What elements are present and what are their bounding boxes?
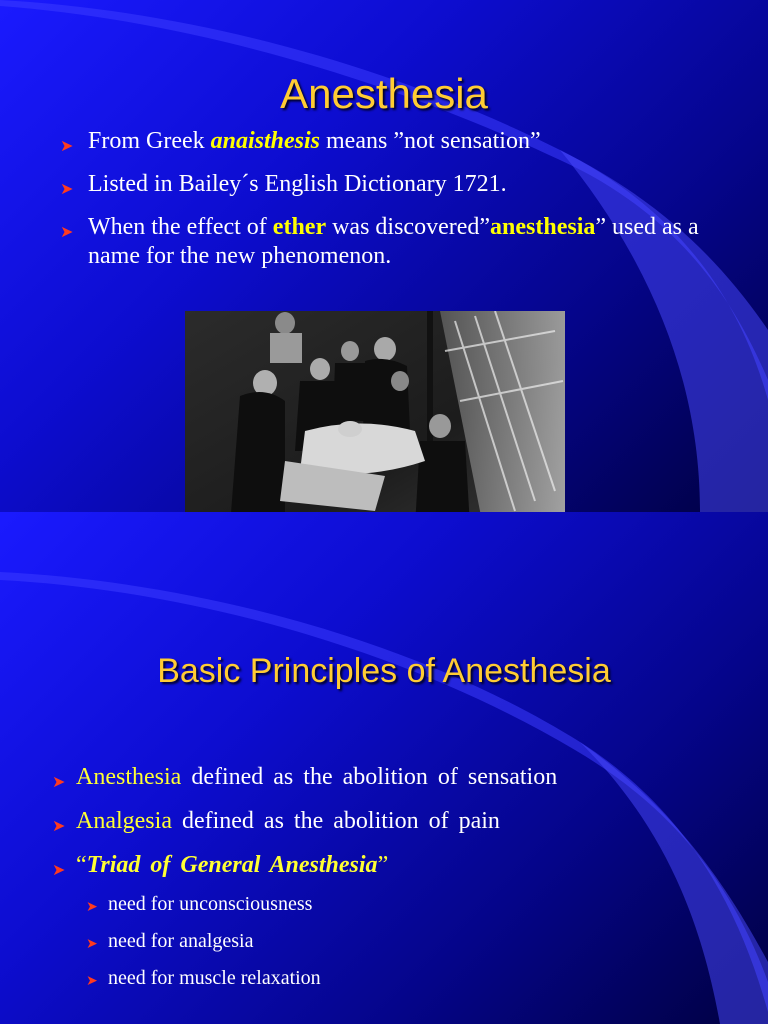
arrow-bullet-icon: ➤ [86,974,98,989]
list-item [52,762,752,792]
sub-list-item [86,929,768,953]
list-item [52,850,752,880]
sub-bullet-list [86,892,768,1003]
bullet-list [60,127,750,285]
list-item [60,170,750,199]
list-item [60,213,750,271]
list-item [52,806,752,836]
sub-bullet-text: need for analgesia [108,930,254,952]
bullet-text: From Greek [88,128,211,154]
slide-title: Anesthesia [280,70,488,117]
historical-surgery-photo [185,311,565,536]
term-anesthesia: Anesthesia [76,764,182,790]
slide-title: Basic Principles of Anesthesia [157,652,611,690]
arrow-bullet-icon: ➤ [60,224,74,241]
bullet-text: Listed in Bailey´s English Dictionary 1721. [88,171,507,197]
arrow-bullet-icon: ➤ [52,862,66,879]
close-quote: ” [377,852,389,878]
bullet-text: defined as the abolition of sensation [181,764,558,790]
term-analgesia: Analgesia [76,808,172,834]
slide-basic-principles [0,512,768,1024]
arrow-bullet-icon: ➤ [86,937,98,952]
sub-list-item [86,966,768,990]
arrow-bullet-icon: ➤ [86,900,98,915]
sub-bullet-text: need for muscle relaxation [108,967,321,989]
greek-term: anaisthesis [210,128,321,154]
bullet-list [52,762,752,894]
bullet-text: was discovered” [326,214,491,240]
bullet-text: ” used as a name for the new phenomenon. [88,214,699,269]
sub-bullet-text: need for unconsciousness [108,893,313,915]
arrow-bullet-icon: ➤ [52,774,66,791]
bullet-text: When the effect of [88,214,273,240]
sub-list-item [86,892,768,916]
bullet-text: means ”not sensation” [320,128,541,154]
arrow-bullet-icon: ➤ [60,138,74,155]
photo-illustration [185,311,565,536]
ether-term: ether [272,214,327,240]
open-quote: “ [76,852,87,878]
arrow-bullet-icon: ➤ [60,181,74,198]
list-item [60,127,750,156]
arrow-bullet-icon: ➤ [52,818,66,835]
anesthesia-term: anesthesia [490,214,596,240]
bullet-text: defined as the abolition of pain [171,808,500,834]
triad-term: Triad of General Anesthesia [86,852,378,878]
